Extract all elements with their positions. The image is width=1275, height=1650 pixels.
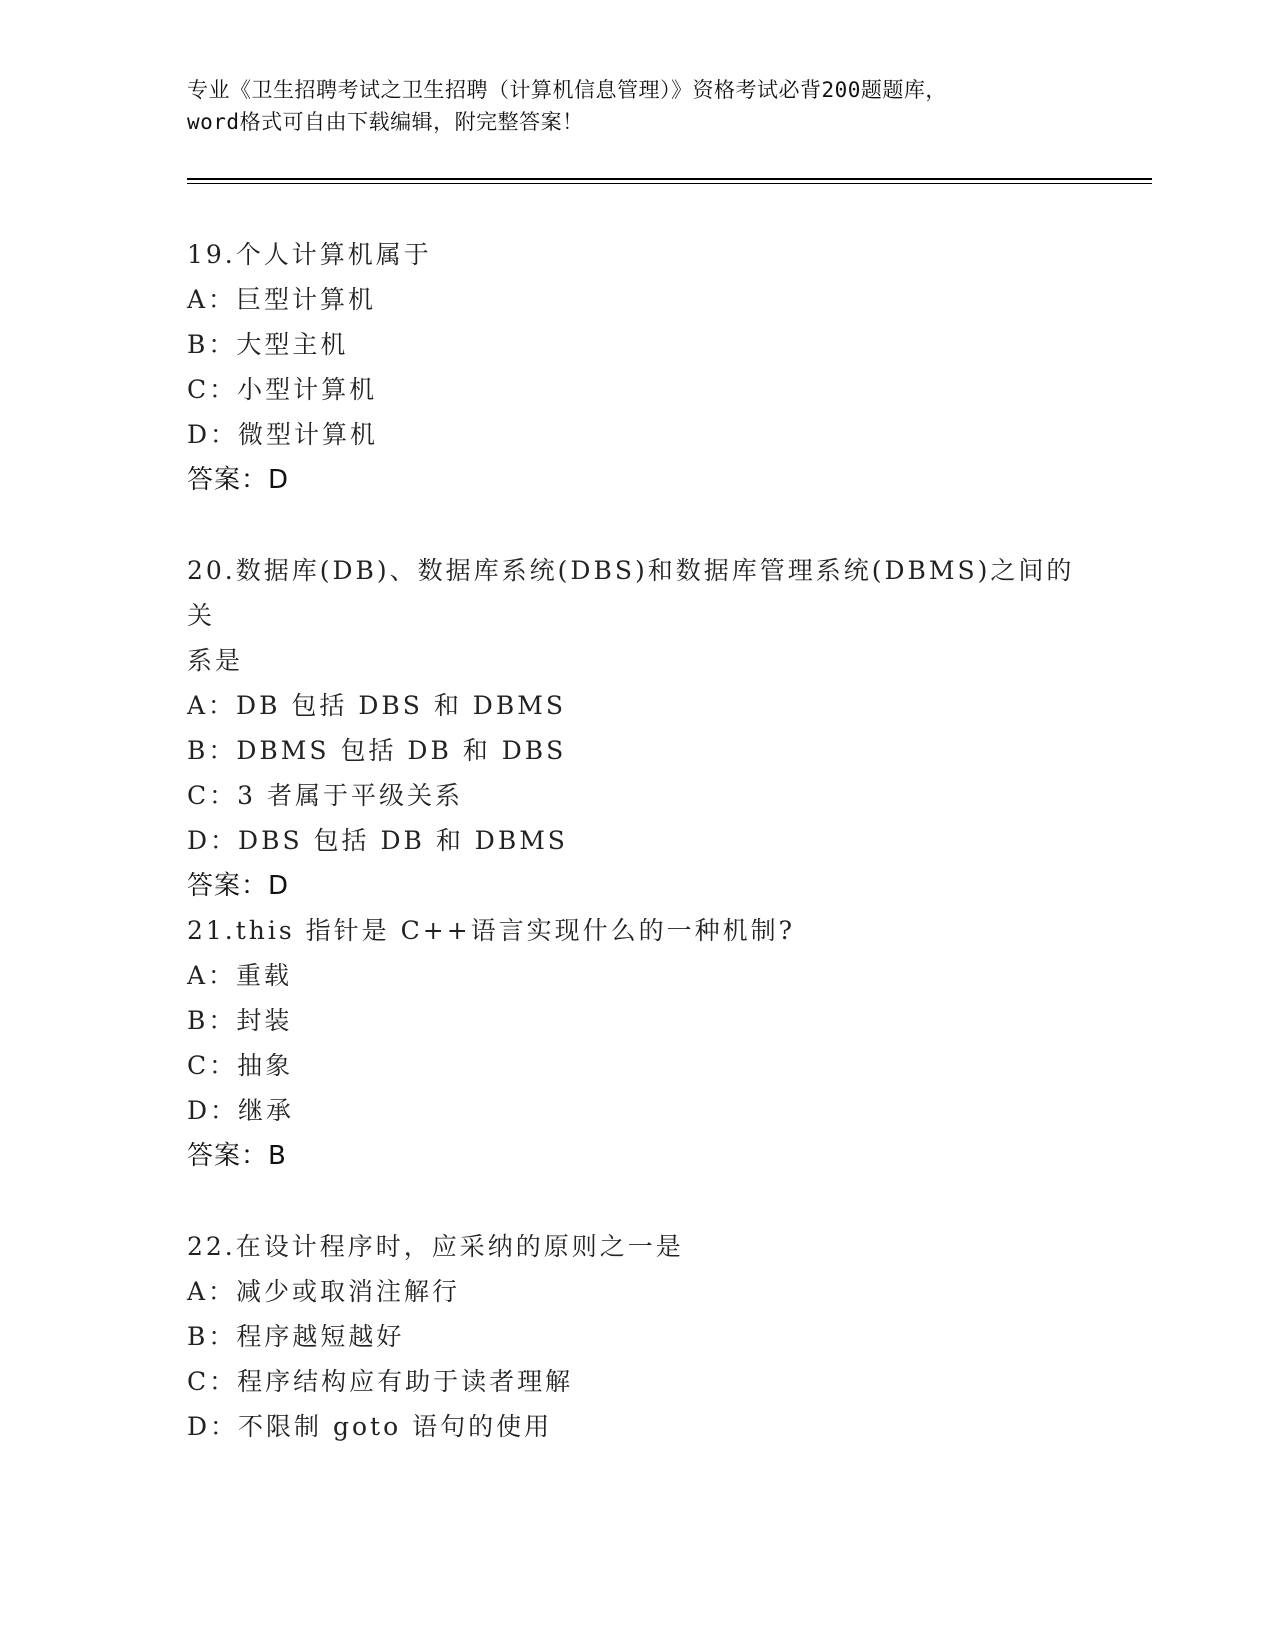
option-b: B：DBMS 包括 DB 和 DBS — [187, 736, 567, 765]
question-19 — [187, 232, 1087, 503]
option-a: A：重载 — [187, 961, 293, 990]
option-d: D：DBS 包括 DB 和 DBMS — [187, 826, 568, 855]
document-header — [187, 74, 1087, 138]
option-c: C：小型计算机 — [187, 375, 378, 404]
answer: 答案：D — [187, 871, 290, 901]
option-b: B：程序越短越好 — [187, 1322, 405, 1351]
option-c: C：抽象 — [187, 1051, 294, 1080]
question-title: 21.this 指针是 C++语言实现什么的一种机制? — [187, 916, 796, 945]
header-line-1: 专业《卫生招聘考试之卫生招聘（计算机信息管理）》资格考试必背200题题库， — [187, 78, 947, 102]
answer: 答案：D — [187, 465, 290, 495]
question-title: 19.个人计算机属于 — [187, 240, 432, 269]
question-title-continued: 系是 — [187, 646, 244, 675]
option-b: B：封装 — [187, 1006, 293, 1035]
option-d: D：继承 — [187, 1096, 295, 1125]
question-title: 22.在设计程序时，应采纳的原则之一是 — [187, 1232, 684, 1261]
header-divider-thin — [187, 183, 1152, 184]
question-21 — [187, 908, 1087, 1179]
answer: 答案：B — [187, 1141, 287, 1171]
question-20 — [187, 548, 1087, 909]
option-c: C：3 者属于平级关系 — [187, 781, 463, 810]
option-a: A：减少或取消注解行 — [187, 1277, 461, 1306]
option-c: C：程序结构应有助于读者理解 — [187, 1367, 574, 1396]
option-d: D：微型计算机 — [187, 420, 379, 449]
question-22 — [187, 1224, 1087, 1449]
option-a: A：DB 包括 DBS 和 DBMS — [187, 691, 566, 720]
option-a: A：巨型计算机 — [187, 285, 377, 314]
header-line-2: word格式可自由下载编辑，附完整答案！ — [187, 110, 584, 134]
option-d: D：不限制 goto 语句的使用 — [187, 1412, 553, 1441]
header-divider-thick — [187, 178, 1152, 180]
question-title: 20.数据库(DB)、数据库系统(DBS)和数据库管理系统(DBMS)之间的关 — [187, 556, 1075, 630]
option-b: B：大型主机 — [187, 330, 349, 359]
